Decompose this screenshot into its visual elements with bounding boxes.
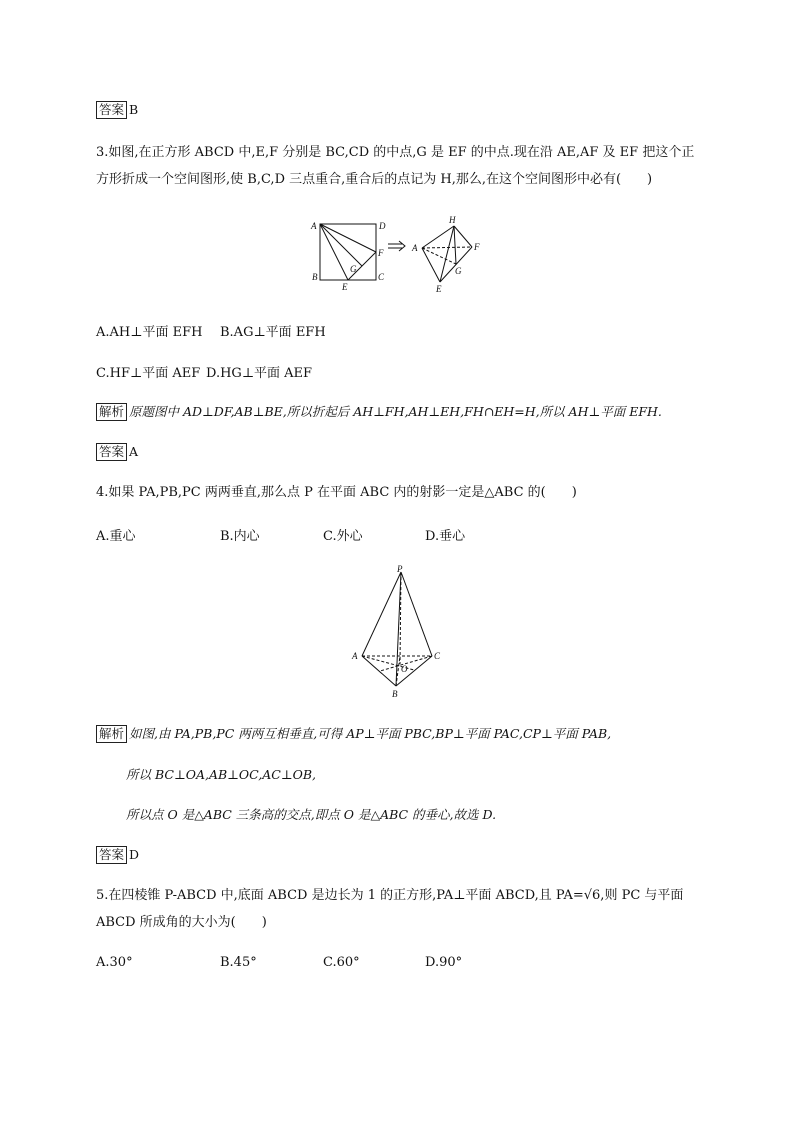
answer-row-prev (96, 101, 138, 119)
label-a: A (352, 651, 358, 661)
q5-stem-line1: 5.在四棱锥 P-ABCD 中,底面 ABCD 是边长为 1 的正方形,PA⊥平面 ABCD,且 PA=√6,则 PC 与平面 (96, 888, 684, 903)
label-f2: F (474, 242, 480, 252)
arrow-head (399, 241, 405, 251)
q4-solution-line3: 所以点 O 是△ABC 三条高的交点,即点 O 是△ABC 的垂心,故选 D. (126, 807, 497, 822)
label-a2: A (412, 243, 418, 253)
label-p: P (397, 564, 403, 574)
q3-stem-line1: 3.如图,在正方形 ABCD 中,E,F 分别是 BC,CD 的中点,G 是 EF 的中点.现在沿 AE,AF 及 EF 把这个正 (96, 145, 695, 160)
q4-option-d: D.垂心 (425, 529, 466, 544)
q3-option-b: B.AG⊥平面 EFH (220, 325, 326, 340)
q4-solution-line1 (96, 724, 611, 743)
answer-value: B (129, 102, 139, 117)
q4-option-a: A.重心 (96, 529, 136, 544)
segment-af (320, 224, 376, 252)
tet-ae (422, 248, 440, 282)
label-g: G (350, 264, 357, 274)
q3-answer-row (96, 443, 138, 461)
tet-ag-dashed (422, 248, 456, 264)
label-e2: E (436, 284, 442, 294)
label-a: A (311, 221, 317, 231)
q3-option-a: A.AH⊥平面 EFH (96, 325, 203, 340)
tet-hf (454, 226, 472, 247)
q4-figure (344, 564, 454, 704)
q4-solution-line2: 所以 BC⊥OA,AB⊥OC,AC⊥OB, (126, 767, 317, 782)
q4-option-b: B.内心 (220, 529, 260, 544)
q4-answer-row (96, 846, 139, 864)
answer-tag: 答案 (96, 443, 127, 461)
segment-ag (320, 224, 362, 266)
q3-option-d: D.HG⊥平面 AEF (206, 366, 313, 381)
q3-option-c: C.HF⊥平面 AEF (96, 366, 201, 381)
q4-answer-value: D (129, 847, 140, 862)
answer-tag: 答案 (96, 846, 127, 864)
q5-stem-line2: ABCD 所成角的大小为( ) (96, 915, 267, 930)
q5-option-b: B.45° (220, 955, 257, 970)
answer-tag: 答案 (96, 101, 127, 119)
q5-option-c: C.60° (323, 955, 360, 970)
solution-tag: 解析 (96, 725, 127, 743)
q4-solution-text-1: 如图,由 PA,PB,PC 两两互相垂直,可得 AP⊥平面 PBC,BP⊥平面 PAC,CP⊥平面 PAB, (129, 726, 612, 741)
label-e: E (342, 282, 348, 292)
label-f: F (378, 248, 384, 258)
q3-solution (96, 402, 662, 421)
tet-hg (454, 226, 456, 264)
label-o: O (401, 664, 408, 674)
label-h: H (449, 215, 456, 225)
q3-stem-line2: 方形折成一个空间图形,使 B,C,D 三点重合,重合后的点记为 H,那么,在这个空间图形中必有( ) (96, 172, 653, 187)
label-c: C (378, 272, 385, 282)
label-d: D (379, 221, 386, 231)
segment-ae (320, 224, 348, 280)
label-b: B (312, 272, 318, 282)
q3-figure (308, 212, 498, 294)
edge-pa (362, 572, 401, 656)
q4-option-c: C.外心 (323, 529, 363, 544)
q3-solution-text: 原题图中 AD⊥DF,AB⊥BE,所以折起后 AH⊥FH,AH⊥EH,FH∩EH=H,所以 AH⊥平面 EFH. (129, 404, 662, 419)
q3-answer-value: A (129, 444, 139, 459)
q5-option-a: A.30° (96, 955, 133, 970)
label-g2: G (455, 266, 462, 276)
edge-pc (401, 572, 432, 656)
solution-tag: 解析 (96, 403, 127, 421)
q4-stem: 4.如果 PA,PB,PC 两两垂直,那么点 P 在平面 ABC 内的射影一定是△ABC 的( ) (96, 485, 577, 500)
q5-option-d: D.90° (425, 955, 463, 970)
tet-af-dashed (422, 247, 472, 248)
label-c: C (434, 651, 441, 661)
label-b: B (392, 689, 398, 699)
